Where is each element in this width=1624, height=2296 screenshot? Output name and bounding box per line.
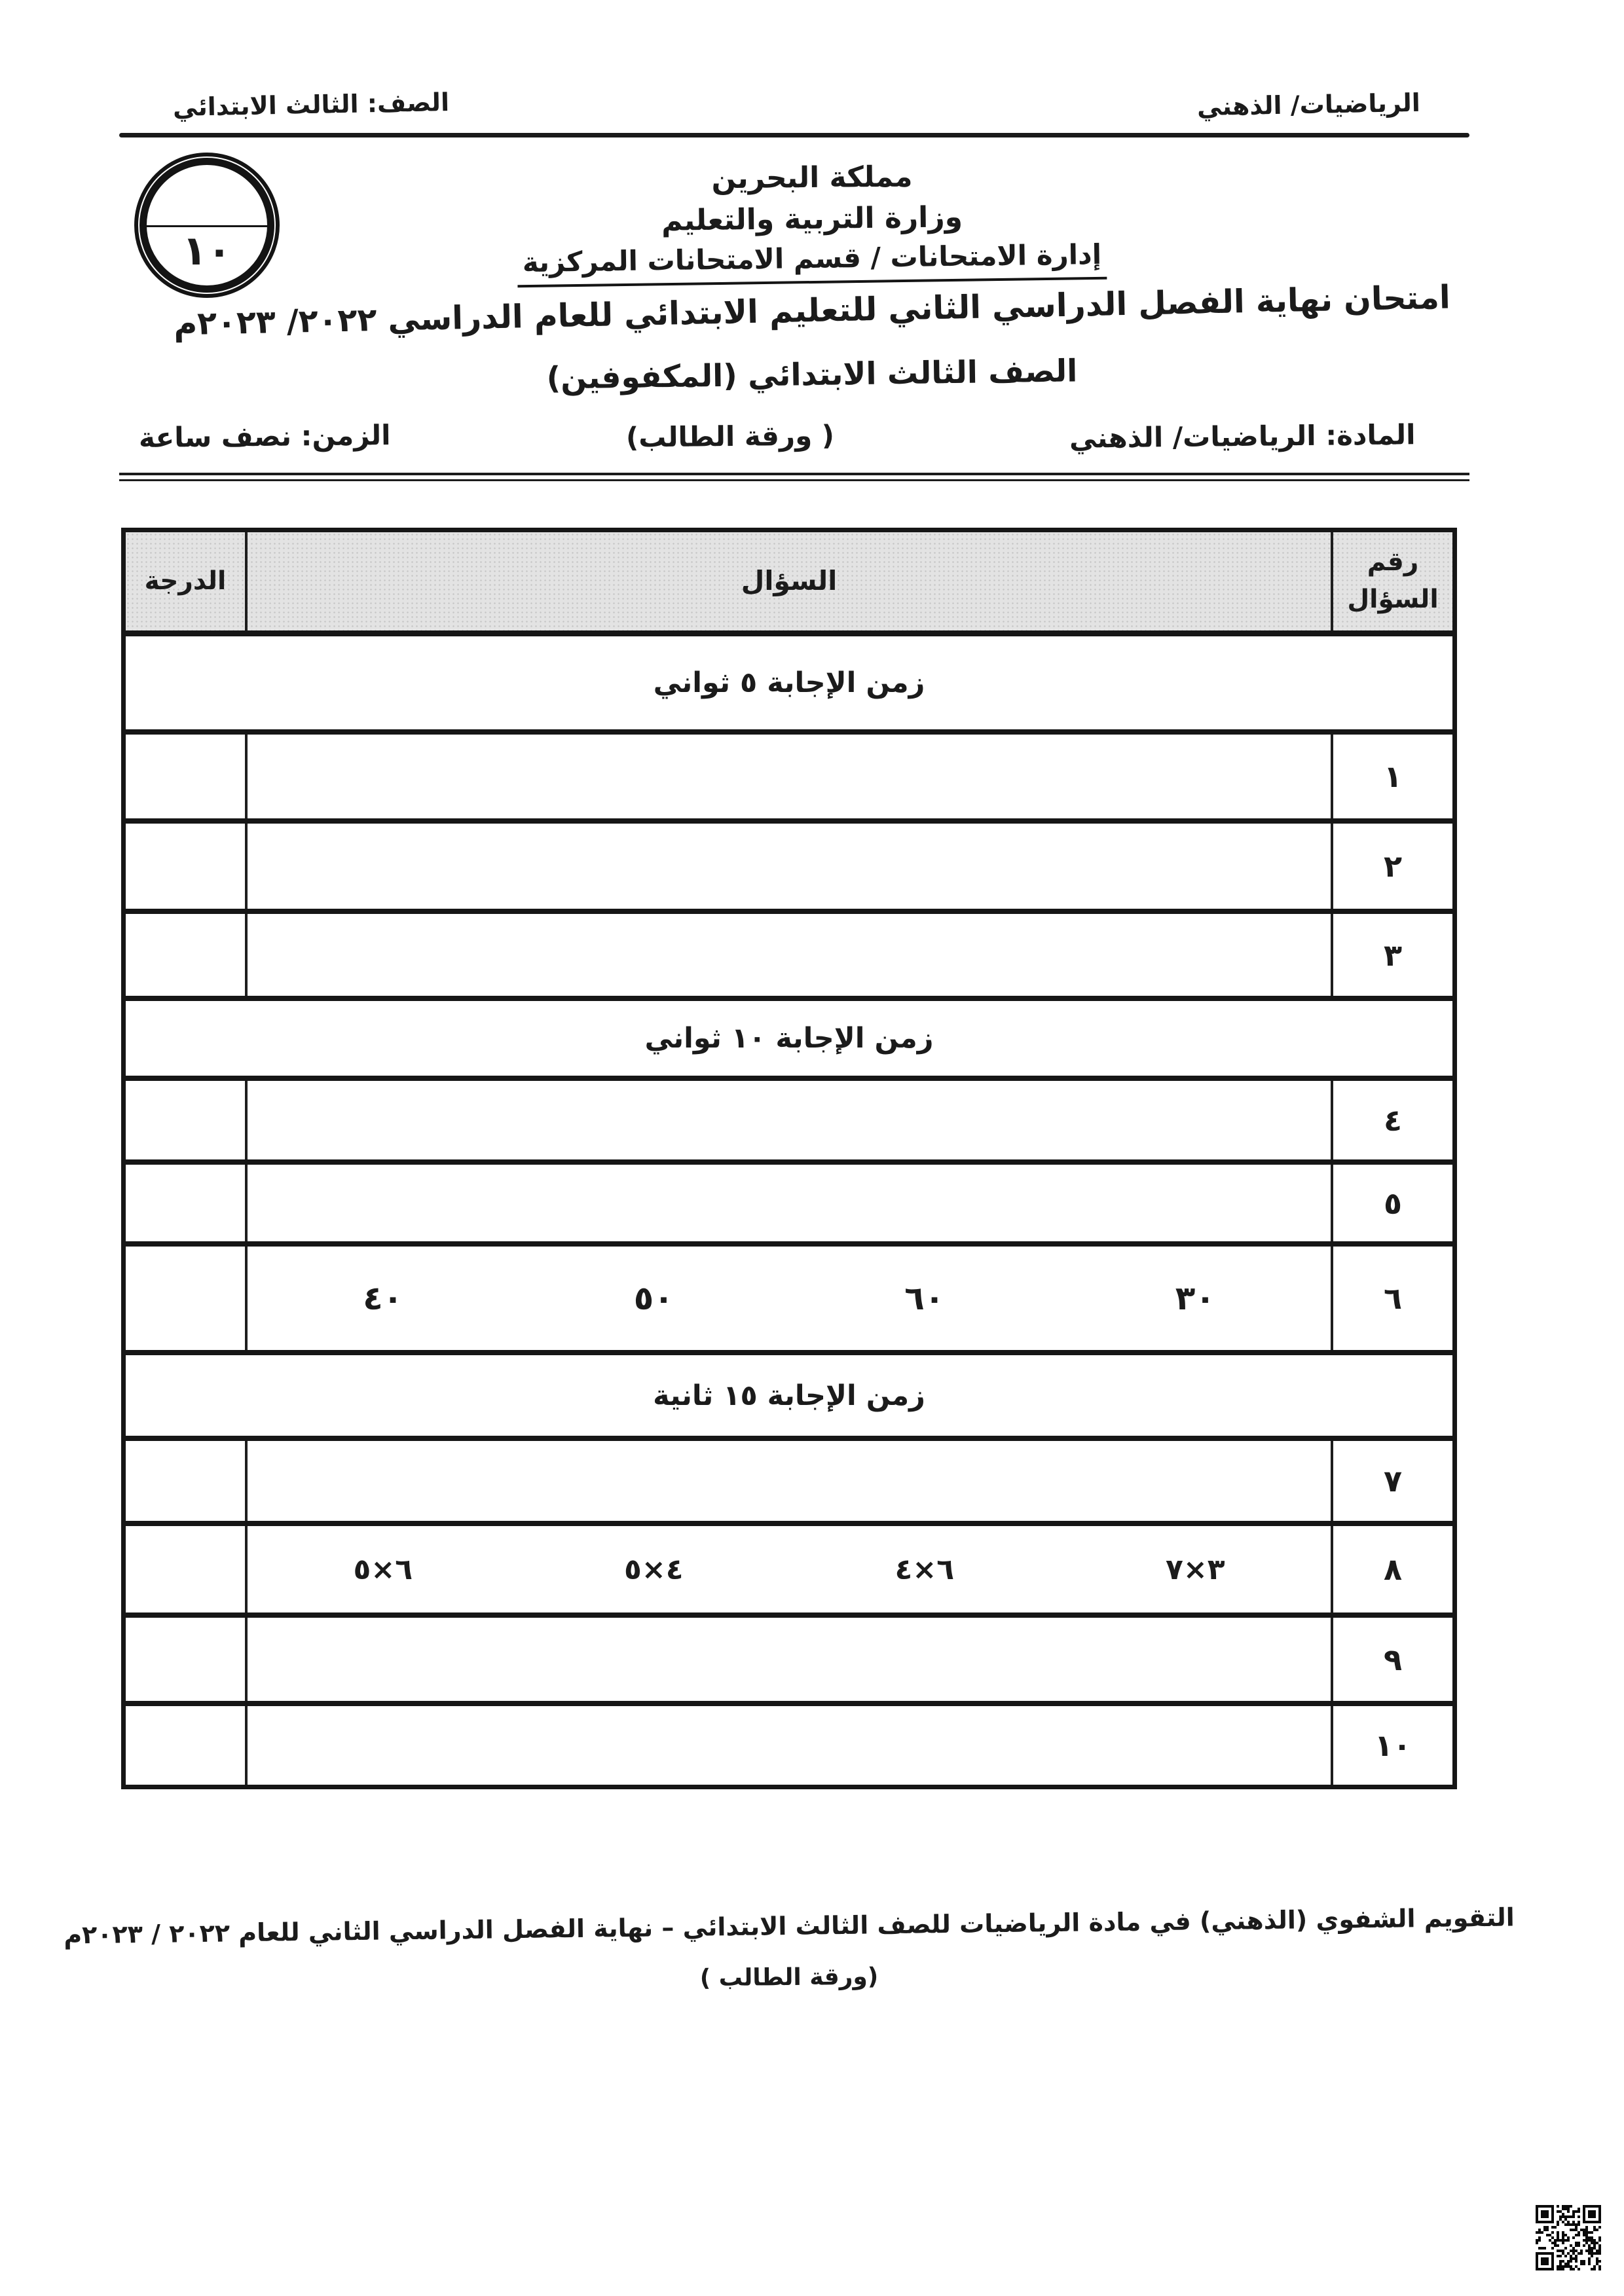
question-number: ٩ — [1331, 1618, 1452, 1701]
question-number: ١٠ — [1331, 1706, 1452, 1785]
grade-cell — [126, 1247, 248, 1350]
grade-cell — [126, 735, 248, 818]
question-cell — [248, 735, 1331, 818]
grade-cell — [126, 1526, 248, 1613]
subject-label: المادة: الرياضيات/ الذهني — [1069, 418, 1416, 454]
table-row-q9 — [126, 1618, 1452, 1706]
column-header-question: السؤال — [741, 565, 838, 597]
total-mark-value: ١٠ — [182, 227, 232, 275]
question-number: ٢ — [1331, 824, 1452, 909]
ministry-line: وزارة التربية والتعليم — [661, 200, 963, 238]
question-number: ٨ — [1331, 1526, 1452, 1613]
question-number: ١ — [1331, 735, 1452, 818]
table-row-q4 — [126, 1081, 1452, 1165]
question-number: ٤ — [1331, 1081, 1452, 1159]
question-number: ٥ — [1331, 1165, 1452, 1241]
questions-table — [121, 528, 1457, 1789]
grade-cell — [126, 1441, 248, 1521]
table-row-q6 — [126, 1247, 1452, 1355]
question-cell — [248, 1706, 1331, 1785]
qr-code-icon — [1536, 2205, 1601, 2270]
subject-shorthand: الرياضيات/ الذهني — [1196, 88, 1421, 122]
question-number: ٧ — [1331, 1441, 1452, 1521]
time-label: الزمن: نصف ساعة — [138, 418, 391, 454]
question-cell — [248, 1618, 1331, 1701]
question-options: ٣×٧ ٦×٤ ٤×٥ ٦×٥ — [353, 1552, 1225, 1586]
grade-cell — [126, 824, 248, 909]
table-row-q8 — [126, 1526, 1452, 1618]
department-line: إدارة الامتحانات / قسم الامتحانات المركزية — [0, 231, 1624, 295]
grade-title: الصف الثالث الابتدائي (المكفوفين) — [546, 353, 1078, 397]
column-header-question-number: رقم السؤال — [1331, 532, 1452, 630]
table-row-q2 — [126, 824, 1452, 914]
section-row-15-seconds: زمن الإجابة ١٥ ثانية — [126, 1355, 1452, 1441]
question-cell — [248, 1165, 1331, 1241]
footer-assessment-line: التقويم الشفوي (الذهني) في مادة الرياضيات للصف الثالث الابتدائي – نهاية الفصل الدراسي الثاني للعام ٢٠٢٢ / ٢٠٢٣م — [64, 1903, 1515, 1950]
footer-paper-type: (ورقة الطالب ) — [699, 1963, 879, 1992]
question-options: ٣٠ ٦٠ ٥٠ ٤٠ — [363, 1279, 1215, 1317]
question-number: ٣ — [1331, 914, 1452, 996]
header-rule — [119, 133, 1469, 137]
section-row-5-seconds: زمن الإجابة ٥ ثواني — [126, 636, 1452, 735]
table-row-q1 — [126, 735, 1452, 824]
paper-type-label: ( ورقة الطالب) — [625, 419, 835, 454]
grade-cell — [126, 914, 248, 996]
question-cell — [248, 1247, 1331, 1350]
table-row-q3 — [126, 914, 1452, 1001]
question-number: ٦ — [1331, 1247, 1452, 1350]
table-row-q5 — [126, 1165, 1452, 1247]
exam-title: امتحان نهاية الفصل الدراسي الثاني للتعليم الابتدائي للعام الدراسي ٢٠٢٢/ ٢٠٢٣م — [173, 278, 1451, 343]
table-row-q7 — [126, 1441, 1452, 1526]
table-row-q10 — [126, 1706, 1452, 1785]
section-row-10-seconds: زمن الإجابة ١٠ ثواني — [126, 1001, 1452, 1081]
double-rule — [119, 473, 1469, 481]
subject-row — [0, 420, 1624, 452]
question-cell — [248, 1441, 1331, 1521]
question-cell — [248, 824, 1331, 909]
page-header-strip — [0, 87, 1624, 122]
grade-shorthand: الصف: الثالث الابتدائي — [172, 87, 450, 122]
grade-cell — [126, 1165, 248, 1241]
kingdom-line: مملكة البحرين — [711, 160, 913, 196]
question-cell — [248, 1526, 1331, 1613]
grade-cell — [126, 1081, 248, 1159]
grade-cell — [126, 1706, 248, 1785]
question-cell — [248, 1081, 1331, 1159]
grade-cell — [126, 1618, 248, 1701]
question-cell — [248, 914, 1331, 996]
table-header-row — [126, 532, 1452, 636]
organisation-block — [0, 161, 1624, 283]
column-header-grade: الدرجة — [126, 532, 248, 630]
